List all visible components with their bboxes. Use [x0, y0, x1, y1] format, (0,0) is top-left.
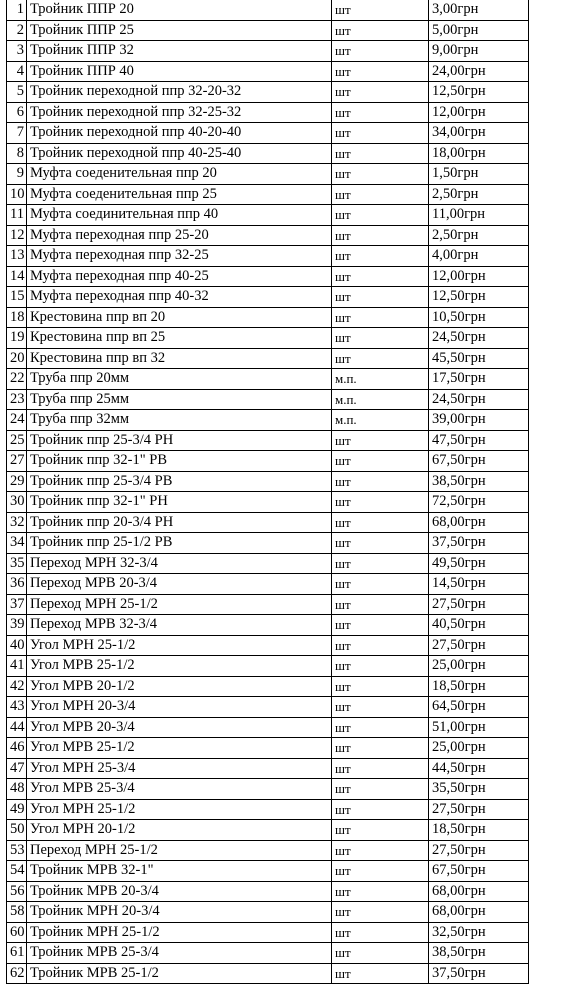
item-price: 49,50грн: [429, 553, 529, 574]
item-unit: шт: [332, 758, 429, 779]
row-number: 54: [7, 861, 27, 882]
row-number: 49: [7, 799, 27, 820]
item-price: 44,50грн: [429, 758, 529, 779]
table-row: [7, 512, 529, 533]
item-unit: шт: [332, 676, 429, 697]
item-price: 2,50грн: [429, 184, 529, 205]
table-row: [7, 225, 529, 246]
item-unit: шт: [332, 861, 429, 882]
item-price: 37,50грн: [429, 533, 529, 554]
item-price: 4,00грн: [429, 246, 529, 267]
item-price: 47,50грн: [429, 430, 529, 451]
item-name: Муфта соеденительная ппр 20: [27, 164, 332, 185]
item-price: 1,50грн: [429, 164, 529, 185]
item-price: 25,00грн: [429, 656, 529, 677]
table-row: [7, 348, 529, 369]
item-unit: шт: [332, 512, 429, 533]
item-price: 3,00грн: [429, 0, 529, 20]
item-unit: шт: [332, 41, 429, 62]
item-price: 64,50грн: [429, 697, 529, 718]
table-row: [7, 861, 529, 882]
item-price: 39,00грн: [429, 410, 529, 431]
row-number: 30: [7, 492, 27, 513]
table-row: [7, 943, 529, 964]
row-number: 46: [7, 738, 27, 759]
item-name: Тройник ППР 20: [27, 0, 332, 20]
table-row: [7, 184, 529, 205]
item-name: Угол МРВ 25-1/2: [27, 656, 332, 677]
item-name: Труба ппр 25мм: [27, 389, 332, 410]
item-name: Тройник МРВ 32-1": [27, 861, 332, 882]
item-name: Тройник ппр 32-1" РВ: [27, 451, 332, 472]
table-row: [7, 492, 529, 513]
table-row: [7, 963, 529, 984]
item-name: Тройник переходной ппр 40-20-40: [27, 123, 332, 144]
row-number: 53: [7, 840, 27, 861]
row-number: 56: [7, 881, 27, 902]
row-number: 32: [7, 512, 27, 533]
row-number: 18: [7, 307, 27, 328]
item-name: Тройник переходной ппр 32-20-32: [27, 82, 332, 103]
item-name: Тройник ППР 25: [27, 20, 332, 41]
item-name: Переход МРВ 32-3/4: [27, 615, 332, 636]
item-name: Угол МРН 20-1/2: [27, 820, 332, 841]
table-row: [7, 738, 529, 759]
item-name: Угол МРН 25-3/4: [27, 758, 332, 779]
table-row: [7, 533, 529, 554]
item-unit: м.п.: [332, 410, 429, 431]
table-row: [7, 820, 529, 841]
table-row: [7, 451, 529, 472]
item-name: Тройник ппр 25-3/4 РН: [27, 430, 332, 451]
row-number: 34: [7, 533, 27, 554]
table-row: [7, 0, 529, 20]
item-name: Угол МРН 20-3/4: [27, 697, 332, 718]
item-name: Угол МРН 25-1/2: [27, 799, 332, 820]
item-price: 18,00грн: [429, 143, 529, 164]
item-price: 68,00грн: [429, 902, 529, 923]
row-number: 29: [7, 471, 27, 492]
table-row: [7, 574, 529, 595]
item-unit: шт: [332, 799, 429, 820]
item-price: 67,50грн: [429, 451, 529, 472]
item-unit: шт: [332, 20, 429, 41]
table-row: [7, 205, 529, 226]
item-unit: шт: [332, 779, 429, 800]
item-name: Тройник МРВ 25-3/4: [27, 943, 332, 964]
item-unit: шт: [332, 902, 429, 923]
item-unit: шт: [332, 164, 429, 185]
table-row: [7, 799, 529, 820]
item-unit: шт: [332, 615, 429, 636]
item-name: Тройник переходной ппр 32-25-32: [27, 102, 332, 123]
item-price: 24,50грн: [429, 328, 529, 349]
item-unit: шт: [332, 123, 429, 144]
item-name: Труба ппр 32мм: [27, 410, 332, 431]
item-name: Тройник ППР 32: [27, 41, 332, 62]
price-list-body: [7, 0, 529, 984]
item-name: Крестовина ппр вп 25: [27, 328, 332, 349]
row-number: 42: [7, 676, 27, 697]
item-price: 9,00грн: [429, 41, 529, 62]
table-row: [7, 553, 529, 574]
table-row: [7, 697, 529, 718]
row-number: 62: [7, 963, 27, 984]
item-price: 27,50грн: [429, 840, 529, 861]
item-unit: шт: [332, 287, 429, 308]
row-number: 9: [7, 164, 27, 185]
item-price: 68,00грн: [429, 881, 529, 902]
item-name: Переход МРН 25-1/2: [27, 840, 332, 861]
item-name: Крестовина ппр вп 32: [27, 348, 332, 369]
item-unit: шт: [332, 266, 429, 287]
item-price: 32,50грн: [429, 922, 529, 943]
item-unit: шт: [332, 225, 429, 246]
row-number: 40: [7, 635, 27, 656]
row-number: 48: [7, 779, 27, 800]
item-name: Угол МРВ 20-1/2: [27, 676, 332, 697]
row-number: 13: [7, 246, 27, 267]
row-number: 10: [7, 184, 27, 205]
item-unit: шт: [332, 451, 429, 472]
table-row: [7, 102, 529, 123]
item-name: Муфта переходная ппр 40-32: [27, 287, 332, 308]
item-price: 25,00грн: [429, 738, 529, 759]
item-name: Муфта соеденительная ппр 25: [27, 184, 332, 205]
row-number: 35: [7, 553, 27, 574]
row-number: 61: [7, 943, 27, 964]
row-number: 39: [7, 615, 27, 636]
table-row: [7, 369, 529, 390]
item-price: 17,50грн: [429, 369, 529, 390]
item-name: Угол МРВ 25-1/2: [27, 738, 332, 759]
row-number: 3: [7, 41, 27, 62]
table-row: [7, 717, 529, 738]
item-unit: шт: [332, 963, 429, 984]
item-unit: шт: [332, 246, 429, 267]
row-number: 15: [7, 287, 27, 308]
table-row: [7, 881, 529, 902]
item-price: 12,50грн: [429, 287, 529, 308]
item-price: 35,50грн: [429, 779, 529, 800]
item-name: Переход МРН 25-1/2: [27, 594, 332, 615]
item-unit: шт: [332, 307, 429, 328]
item-unit: шт: [332, 717, 429, 738]
row-number: 44: [7, 717, 27, 738]
table-row: [7, 615, 529, 636]
item-unit: шт: [332, 820, 429, 841]
row-number: 1: [7, 0, 27, 20]
table-row: [7, 143, 529, 164]
item-price: 38,50грн: [429, 943, 529, 964]
item-unit: шт: [332, 328, 429, 349]
table-row: [7, 471, 529, 492]
table-row: [7, 922, 529, 943]
table-row: [7, 164, 529, 185]
row-number: 36: [7, 574, 27, 595]
item-name: Тройник ППР 40: [27, 61, 332, 82]
item-unit: шт: [332, 492, 429, 513]
table-row: [7, 82, 529, 103]
table-row: [7, 594, 529, 615]
table-row: [7, 328, 529, 349]
row-number: 12: [7, 225, 27, 246]
item-unit: шт: [332, 594, 429, 615]
item-unit: шт: [332, 0, 429, 20]
table-row: [7, 266, 529, 287]
item-name: Муфта переходная ппр 40-25: [27, 266, 332, 287]
item-unit: шт: [332, 533, 429, 554]
table-row: [7, 41, 529, 62]
item-price: 67,50грн: [429, 861, 529, 882]
table-row: [7, 61, 529, 82]
item-unit: м.п.: [332, 389, 429, 410]
table-row: [7, 779, 529, 800]
item-name: Угол МРН 25-1/2: [27, 635, 332, 656]
row-number: 23: [7, 389, 27, 410]
row-number: 22: [7, 369, 27, 390]
table-row: [7, 840, 529, 861]
item-name: Переход МРВ 20-3/4: [27, 574, 332, 595]
item-price: 14,50грн: [429, 574, 529, 595]
row-number: 43: [7, 697, 27, 718]
item-unit: шт: [332, 82, 429, 103]
row-number: 47: [7, 758, 27, 779]
item-price: 34,00грн: [429, 123, 529, 144]
row-number: 25: [7, 430, 27, 451]
table-row: [7, 20, 529, 41]
row-number: 19: [7, 328, 27, 349]
item-price: 12,00грн: [429, 102, 529, 123]
row-number: 11: [7, 205, 27, 226]
item-unit: шт: [332, 184, 429, 205]
item-price: 72,50грн: [429, 492, 529, 513]
row-number: 6: [7, 102, 27, 123]
row-number: 58: [7, 902, 27, 923]
table-row: [7, 758, 529, 779]
row-number: 27: [7, 451, 27, 472]
table-row: [7, 246, 529, 267]
item-unit: шт: [332, 471, 429, 492]
item-name: Угол МРВ 20-3/4: [27, 717, 332, 738]
item-unit: шт: [332, 61, 429, 82]
row-number: 8: [7, 143, 27, 164]
table-row: [7, 410, 529, 431]
item-unit: шт: [332, 102, 429, 123]
item-unit: шт: [332, 205, 429, 226]
table-row: [7, 287, 529, 308]
row-number: 24: [7, 410, 27, 431]
item-unit: шт: [332, 922, 429, 943]
item-name: Тройник ппр 20-3/4 РН: [27, 512, 332, 533]
item-name: Тройник МРВ 25-1/2: [27, 963, 332, 984]
row-number: 37: [7, 594, 27, 615]
row-number: 2: [7, 20, 27, 41]
row-number: 7: [7, 123, 27, 144]
item-unit: шт: [332, 697, 429, 718]
row-number: 14: [7, 266, 27, 287]
item-price: 12,00грн: [429, 266, 529, 287]
item-price: 2,50грн: [429, 225, 529, 246]
item-unit: шт: [332, 348, 429, 369]
item-name: Тройник ппр 32-1" РН: [27, 492, 332, 513]
item-price: 10,50грн: [429, 307, 529, 328]
item-name: Муфта переходная ппр 32-25: [27, 246, 332, 267]
item-name: Тройник МРН 25-1/2: [27, 922, 332, 943]
item-unit: м.п.: [332, 369, 429, 390]
item-name: Тройник ппр 25-1/2 РВ: [27, 533, 332, 554]
item-name: Муфта соединительная ппр 40: [27, 205, 332, 226]
item-price: 12,50грн: [429, 82, 529, 103]
item-price: 27,50грн: [429, 635, 529, 656]
item-price: 18,50грн: [429, 820, 529, 841]
item-unit: шт: [332, 738, 429, 759]
table-row: [7, 635, 529, 656]
item-price: 18,50грн: [429, 676, 529, 697]
item-price: 27,50грн: [429, 594, 529, 615]
item-name: Труба ппр 20мм: [27, 369, 332, 390]
item-price: 68,00грн: [429, 512, 529, 533]
table-row: [7, 307, 529, 328]
row-number: 20: [7, 348, 27, 369]
item-unit: шт: [332, 143, 429, 164]
item-unit: шт: [332, 656, 429, 677]
item-unit: шт: [332, 881, 429, 902]
item-unit: шт: [332, 430, 429, 451]
item-name: Тройник МРН 20-3/4: [27, 902, 332, 923]
item-name: Крестовина ппр вп 20: [27, 307, 332, 328]
item-price: 24,00грн: [429, 61, 529, 82]
table-row: [7, 676, 529, 697]
item-name: Тройник МРВ 20-3/4: [27, 881, 332, 902]
table-row: [7, 389, 529, 410]
item-unit: шт: [332, 635, 429, 656]
item-price: 11,00грн: [429, 205, 529, 226]
item-unit: шт: [332, 943, 429, 964]
row-number: 4: [7, 61, 27, 82]
item-price: 24,50грн: [429, 389, 529, 410]
table-row: [7, 430, 529, 451]
item-price: 40,50грн: [429, 615, 529, 636]
table-row: [7, 656, 529, 677]
row-number: 41: [7, 656, 27, 677]
item-price: 27,50грн: [429, 799, 529, 820]
table-row: [7, 902, 529, 923]
item-unit: шт: [332, 574, 429, 595]
item-price: 37,50грн: [429, 963, 529, 984]
item-name: Переход МРН 32-3/4: [27, 553, 332, 574]
item-unit: шт: [332, 840, 429, 861]
item-unit: шт: [332, 553, 429, 574]
row-number: 60: [7, 922, 27, 943]
item-name: Угол МРВ 25-3/4: [27, 779, 332, 800]
table-row: [7, 123, 529, 144]
item-name: Тройник переходной ппр 40-25-40: [27, 143, 332, 164]
item-price: 45,50грн: [429, 348, 529, 369]
item-name: Тройник ппр 25-3/4 РВ: [27, 471, 332, 492]
row-number: 5: [7, 82, 27, 103]
item-price: 5,00грн: [429, 20, 529, 41]
item-name: Муфта переходная ппр 25-20: [27, 225, 332, 246]
item-price: 38,50грн: [429, 471, 529, 492]
price-list-table: [6, 0, 529, 984]
row-number: 50: [7, 820, 27, 841]
item-price: 51,00грн: [429, 717, 529, 738]
